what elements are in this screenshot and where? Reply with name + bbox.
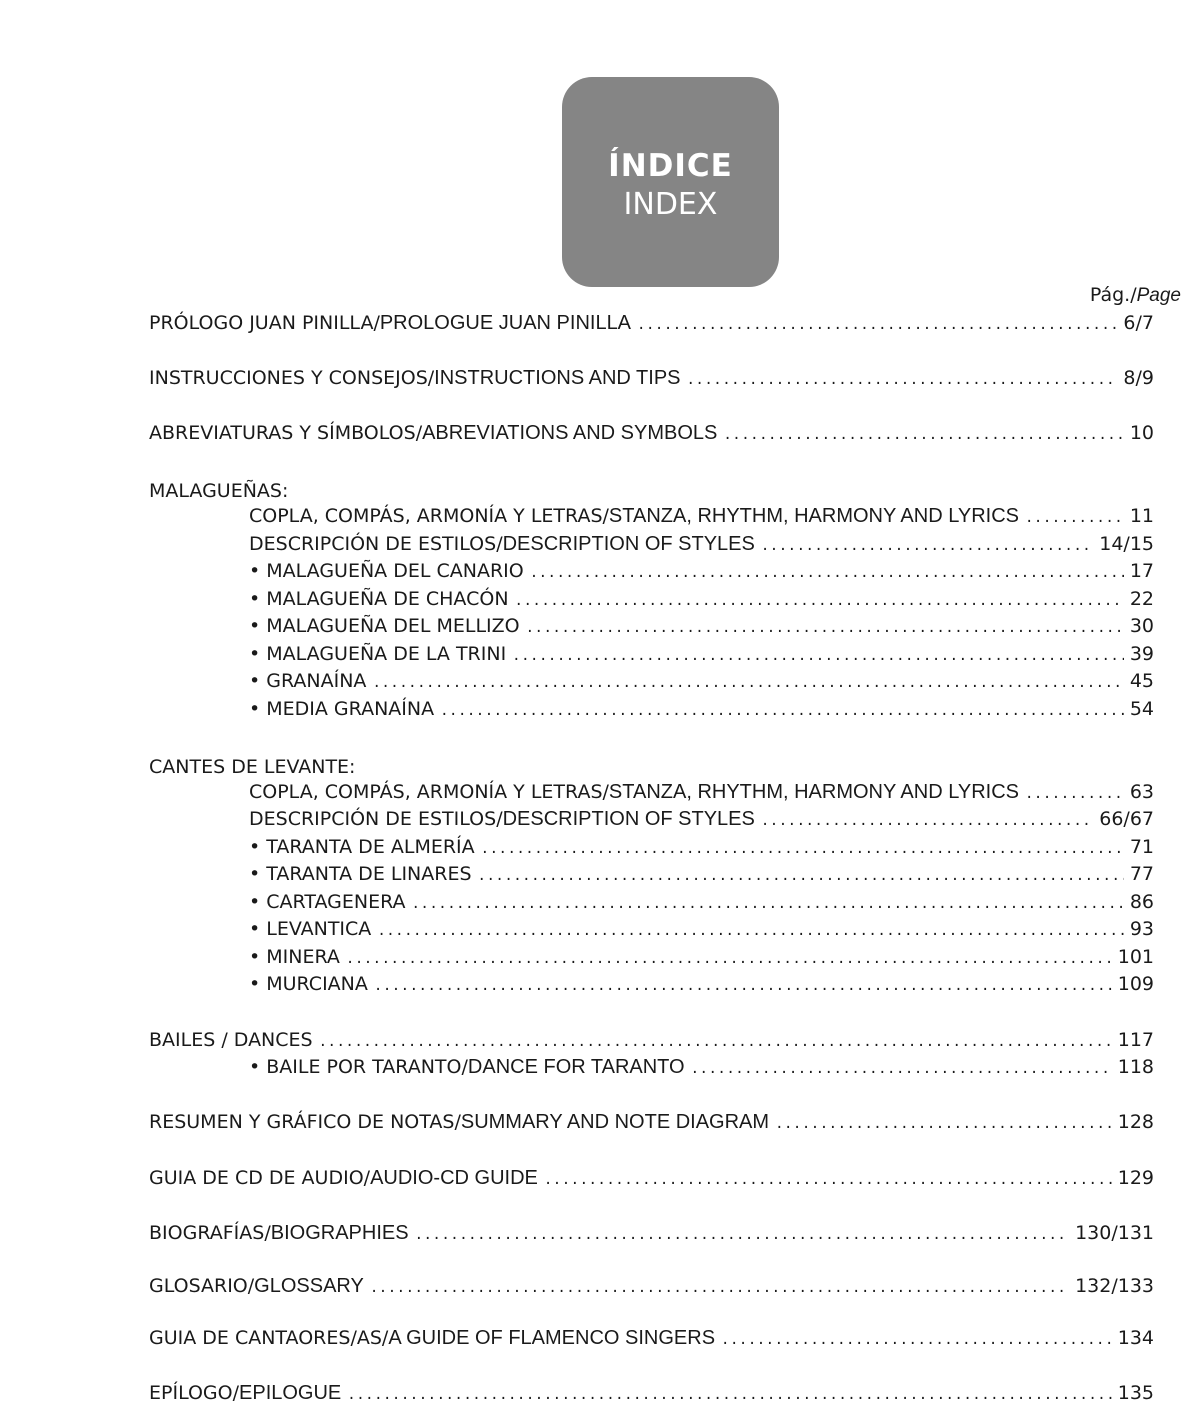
toc-entry-cartagenera[interactable]	[249, 891, 1154, 919]
toc-entry-guia-cantaores[interactable]	[149, 1327, 1154, 1355]
page-label-english: Page	[1136, 285, 1181, 306]
dot-leader	[761, 538, 1093, 554]
dot-leader	[377, 923, 1124, 939]
entry-page: 101	[1117, 946, 1154, 968]
entry-title-es: EPÍLOGO	[149, 1382, 233, 1404]
section-heading-malaguenas: MALAGUEÑAS:	[149, 480, 289, 502]
toc-entry-resumen[interactable]	[149, 1111, 1154, 1139]
entry-title-en: DANCE FOR TARANTO	[467, 1056, 685, 1078]
entry-separator: /	[461, 1056, 468, 1078]
entry-separator: /	[496, 533, 503, 555]
entry-page: 66/67	[1099, 808, 1154, 830]
entry-title-es: • MALAGUEÑA DEL MELLIZO	[249, 615, 520, 637]
entry-separator: /	[415, 422, 423, 444]
entry-separator: /	[427, 367, 435, 389]
entry-title-en: EPILOGUE	[239, 1382, 342, 1404]
entry-separator: /	[373, 312, 380, 334]
dot-leader	[512, 648, 1124, 664]
entry-separator: /	[247, 1275, 255, 1297]
dot-leader	[481, 841, 1124, 857]
entry-title-en: STANZA, RHYTHM, HARMONY AND LYRICS	[608, 505, 1019, 527]
dot-leader	[412, 896, 1124, 912]
toc-entry-malaguenas-copla[interactable]	[249, 505, 1154, 533]
section-heading-levante: CANTES DE LEVANTE:	[149, 756, 356, 778]
toc-entry-levante-descripcion[interactable]	[249, 808, 1154, 836]
entry-title-es: • GRANAÍNA	[249, 670, 367, 692]
toc-entry-taranta-almeria[interactable]	[249, 836, 1154, 864]
toc-entry-granaina[interactable]	[249, 670, 1154, 698]
entry-title-en: STANZA, RHYTHM, HARMONY AND LYRICS	[608, 781, 1019, 803]
entry-title-es: • LEVANTICA	[249, 918, 372, 940]
entry-title-es: • MINERA	[249, 946, 340, 968]
entry-title-es: • MALAGUEÑA DE LA TRINI	[249, 643, 507, 665]
entry-title-es: RESUMEN Y GRÁFICO DE NOTAS	[149, 1111, 455, 1133]
dot-leader	[530, 565, 1124, 581]
toc-entry-minera[interactable]	[249, 946, 1154, 974]
entry-page: 135	[1117, 1382, 1154, 1404]
dot-leader	[1025, 510, 1124, 526]
dot-leader	[515, 593, 1124, 609]
entry-title-es: COPLA, COMPÁS, ARMONÍA Y LETRAS	[249, 781, 603, 803]
dot-leader	[687, 372, 1118, 388]
entry-separator: /	[381, 1327, 389, 1349]
entry-page: 129	[1117, 1167, 1154, 1189]
toc-entry-levantica[interactable]	[249, 918, 1154, 946]
entry-page: 39	[1129, 643, 1154, 665]
entry-title-es: • TARANTA DE LINARES	[249, 863, 472, 885]
entry-page: 109	[1117, 973, 1154, 995]
entry-page: 17	[1129, 560, 1154, 582]
dot-leader	[544, 1172, 1112, 1188]
entry-page: 117	[1117, 1029, 1154, 1051]
entry-title-en: DESCRIPTION OF STYLES	[502, 533, 755, 555]
dot-leader	[761, 813, 1093, 829]
entry-page: 54	[1129, 698, 1154, 720]
toc-entry-malaguenas-descripcion[interactable]	[249, 533, 1154, 561]
entry-title-es: DESCRIPCIÓN DE ESTILOS	[249, 533, 497, 555]
entry-separator: /	[602, 781, 609, 803]
entry-page: 93	[1129, 918, 1154, 940]
entry-title-es: COPLA, COMPÁS, ARMONÍA Y LETRAS	[249, 505, 603, 527]
page-column-header	[1040, 284, 1181, 307]
dot-leader	[370, 1280, 1069, 1296]
toc-entry-levante-copla[interactable]	[249, 781, 1154, 809]
dot-leader	[347, 1387, 1111, 1403]
entry-page: 118	[1117, 1056, 1154, 1078]
dot-leader	[723, 427, 1123, 443]
dot-leader	[478, 868, 1124, 884]
entry-page: 86	[1129, 891, 1154, 913]
entry-page: 14/15	[1099, 533, 1154, 555]
entry-separator: /	[454, 1111, 461, 1133]
entry-title-en: DESCRIPTION OF STYLES	[502, 808, 755, 830]
entry-title-es: GUIA DE CANTAORES/AS	[149, 1327, 382, 1349]
entry-page: 71	[1129, 836, 1154, 858]
dot-leader	[721, 1332, 1112, 1348]
dot-leader	[346, 951, 1112, 967]
toc-entry-malaguena-canario[interactable]	[249, 560, 1154, 588]
entry-page: 45	[1129, 670, 1154, 692]
entry-title-en: PROLOGUE JUAN PINILLA	[379, 312, 632, 334]
toc-entry-taranta-linares[interactable]	[249, 863, 1154, 891]
entry-title-en: BIOGRAPHIES	[270, 1222, 409, 1244]
entry-title-es: • MURCIANA	[249, 973, 368, 995]
entry-title-en: ABREVIATIONS AND SYMBOLS	[422, 422, 718, 444]
entry-title-es: GLOSARIO	[149, 1275, 248, 1297]
toc-entry-prologo[interactable]	[149, 312, 1154, 340]
page-label-spanish: Pág./	[1089, 284, 1137, 306]
toc-entry-malaguena-trini[interactable]	[249, 643, 1154, 671]
entry-title-es: BAILES / DANCES	[149, 1029, 313, 1051]
toc-entry-murciana[interactable]	[249, 973, 1154, 1001]
entry-title-es: • MEDIA GRANAÍNA	[249, 698, 435, 720]
dot-leader	[372, 675, 1123, 691]
entry-page: 134	[1117, 1327, 1154, 1349]
entry-separator: /	[602, 505, 609, 527]
entry-page: 6/7	[1123, 312, 1154, 334]
entry-title-es: DESCRIPCIÓN DE ESTILOS	[249, 808, 497, 830]
entry-title-es: ABREVIATURAS Y SÍMBOLOS	[149, 422, 416, 444]
entry-separator: /	[496, 808, 503, 830]
dot-leader	[415, 1227, 1070, 1243]
index-title-box	[562, 77, 779, 287]
entry-page: 77	[1129, 863, 1154, 885]
toc-entry-malaguena-chacon[interactable]	[249, 588, 1154, 616]
entry-title-es: BIOGRAFÍAS	[149, 1222, 265, 1244]
dot-leader	[319, 1034, 1112, 1050]
entry-page: 63	[1129, 781, 1154, 803]
entry-title-en: INSTRUCTIONS AND TIPS	[434, 367, 681, 389]
entry-page: 22	[1129, 588, 1154, 610]
entry-page: 30	[1129, 615, 1154, 637]
entry-title-en: SUMMARY AND NOTE DIAGRAM	[460, 1111, 770, 1133]
dot-leader	[374, 978, 1112, 994]
toc-entry-epilogo[interactable]	[149, 1382, 1154, 1410]
entry-title-en: A GUIDE OF FLAMENCO SINGERS	[388, 1327, 716, 1349]
entry-separator: /	[363, 1167, 371, 1189]
toc-entry-baile-taranto[interactable]	[249, 1056, 1154, 1084]
entry-title-es: • MALAGUEÑA DEL CANARIO	[249, 560, 524, 582]
entry-page: 128	[1117, 1111, 1154, 1133]
toc-entry-bailes[interactable]	[149, 1029, 1154, 1057]
entry-title-es: • TARANTA DE ALMERÍA	[249, 836, 475, 858]
toc-entry-instrucciones[interactable]	[149, 367, 1154, 395]
title-spanish: ÍNDICE	[608, 148, 733, 184]
toc-entry-media-granaina[interactable]	[249, 698, 1154, 726]
entry-page: 132/133	[1075, 1275, 1154, 1297]
entry-title-en: AUDIO-CD GUIDE	[370, 1167, 538, 1189]
dot-leader	[775, 1116, 1112, 1132]
entry-page: 8/9	[1123, 367, 1154, 389]
entry-page: 11	[1129, 505, 1154, 527]
entry-separator: /	[264, 1222, 271, 1244]
entry-title-es: GUIA DE CD DE AUDIO	[149, 1167, 364, 1189]
entry-title-es: INSTRUCCIONES Y CONSEJOS	[149, 367, 428, 389]
dot-leader	[440, 703, 1124, 719]
entry-title-es: • MALAGUEÑA DE CHACÓN	[249, 588, 509, 610]
dot-leader	[691, 1061, 1112, 1077]
entry-page: 10	[1129, 422, 1154, 444]
dot-leader	[1025, 786, 1124, 802]
dot-leader	[637, 317, 1117, 333]
toc-entry-biografias[interactable]	[149, 1222, 1154, 1250]
toc-entry-guia-cd[interactable]	[149, 1167, 1154, 1195]
toc-entry-malaguena-mellizo[interactable]	[249, 615, 1154, 643]
toc-entry-glosario[interactable]	[149, 1275, 1154, 1303]
entry-separator: /	[232, 1382, 240, 1404]
entry-page: 130/131	[1075, 1222, 1154, 1244]
dot-leader	[526, 620, 1124, 636]
title-english: INDEX	[623, 187, 718, 222]
toc-entry-abreviaturas[interactable]	[149, 422, 1154, 450]
entry-title-es: • CARTAGENERA	[249, 891, 406, 913]
entry-title-en: GLOSSARY	[254, 1275, 364, 1297]
entry-title-es: PRÓLOGO JUAN PINILLA	[149, 312, 374, 334]
entry-title-es: • BAILE POR TARANTO	[249, 1056, 462, 1078]
